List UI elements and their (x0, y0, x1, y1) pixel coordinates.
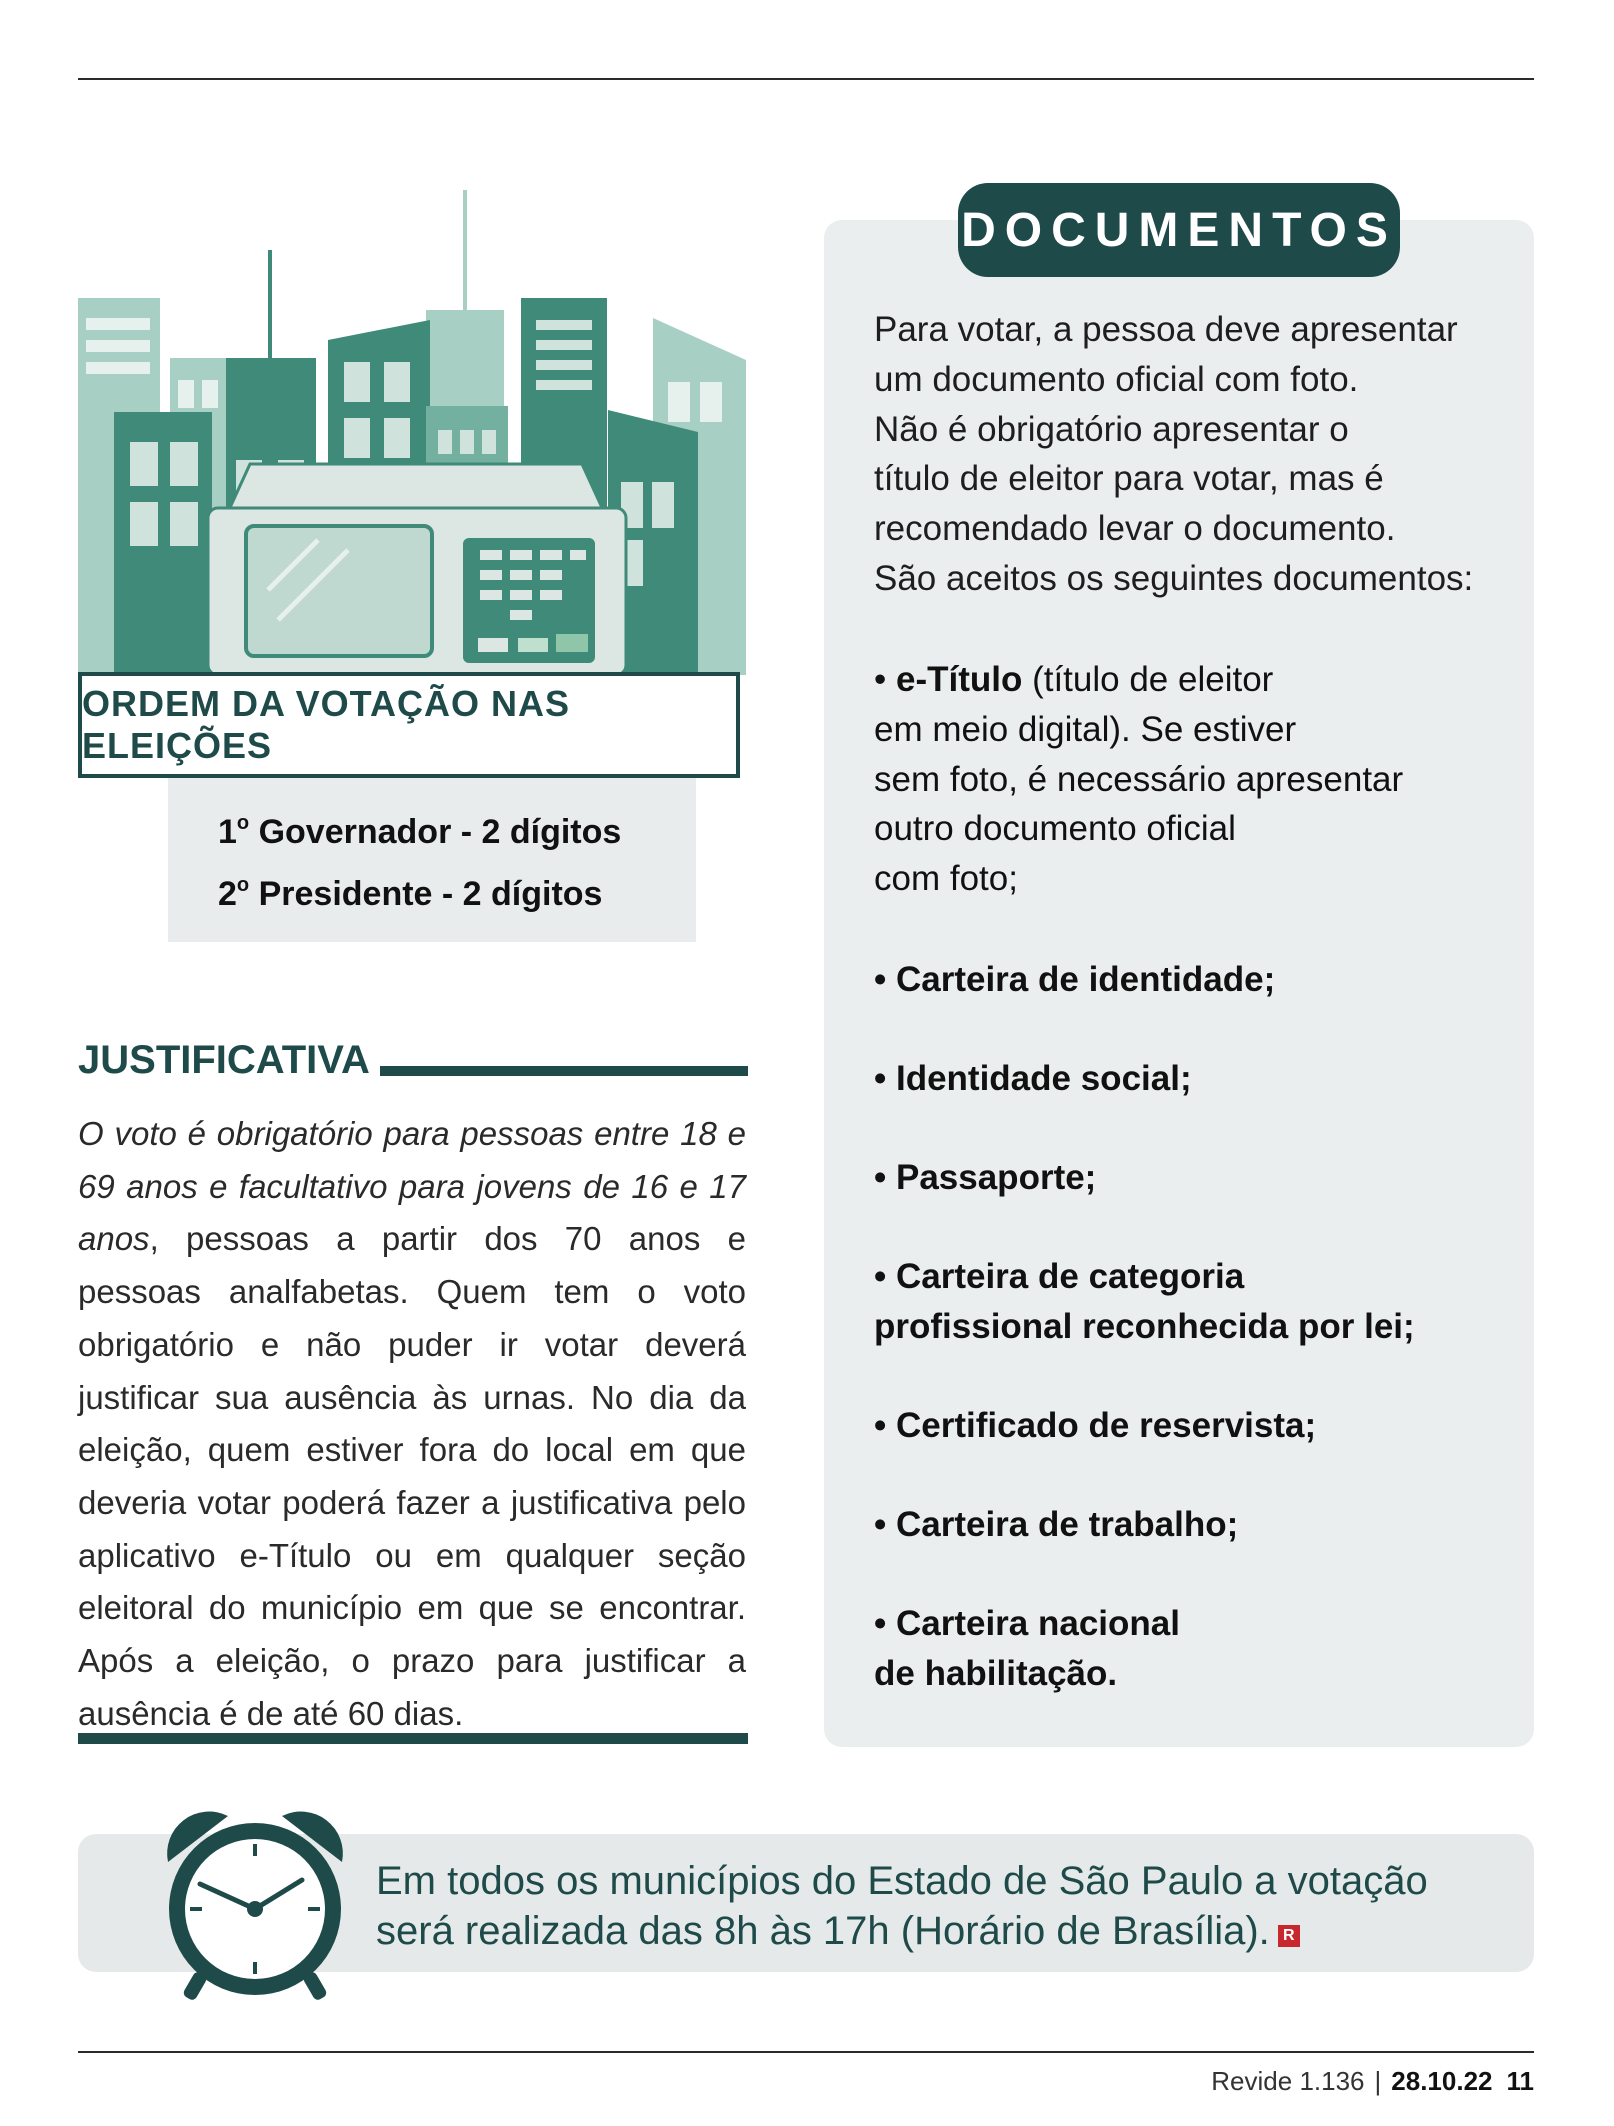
publication-name: Revide 1.136 (1211, 2066, 1365, 2096)
intro-line: título de eleitor para votar, mas é (874, 459, 1384, 499)
doc-item: • Certificado de reservista; (874, 1406, 1317, 1445)
justificativa-heading: JUSTIFICATIVA (78, 1038, 370, 1082)
justificativa-rule (380, 1066, 748, 1076)
revide-logo-badge: R (1278, 1925, 1300, 1947)
page-footer (1211, 2066, 1534, 2097)
justificativa-italic: O voto é obrigatório para pessoas entre 18 e 69 anos e facultativo para jovens de 16 e 17 anos (78, 1115, 746, 1258)
doc-item: • Passaporte; (874, 1158, 1097, 1197)
issue-date: 28.10.22 (1391, 2066, 1493, 2096)
doc-item: • Carteira de categoria profissional reconhecida por lei; (874, 1257, 1415, 1346)
doc-item-etitulo: • e-Título (título de eleitor em meio digital). Se estiver sem foto, é necessário apresentar outro documento oficial com foto; (874, 660, 1404, 899)
alarm-clock-icon (150, 1804, 360, 2004)
bottom-rule (78, 2051, 1534, 2053)
intro-line: Para votar, a pessoa deve apresentar (874, 310, 1458, 349)
doc-item: • Carteira de trabalho; (874, 1505, 1239, 1544)
documentos-heading: DOCUMENTOS (958, 183, 1400, 277)
ordem-item-2: 2$^o$ Presidente - 2 dígitos (218, 874, 603, 913)
intro-line: São aceitos os seguintes documentos: (874, 558, 1474, 598)
ordem-item-1: 1$^o$ Governador - 2 dígitos (218, 812, 622, 851)
documentos-intro (874, 305, 1514, 604)
justificativa-regular: , pessoas a partir dos 70 anos e pessoas analfabetas. Quem tem o voto obrigatório e não puder ir votar deverá justificar sua ausência às urnas. No dia da eleição, quem estiver fora do local em que deveria votar poderá fazer a justificativa pelo aplicativo e-Título ou em qualquer seção eleitoral do município em que se encontrar. Após a eleição, o prazo para justificar a ausência é de até 60 dias. (78, 1220, 746, 1732)
doc-item: • Carteira de identidade; (874, 960, 1276, 999)
ordem-title: ORDEM DA VOTAÇÃO NAS ELEIÇÕES (78, 672, 740, 778)
intro-line: um documento oficial com foto. (874, 359, 1359, 399)
top-rule (78, 78, 1534, 80)
page-number: 11 (1506, 2066, 1534, 2096)
city-voting-machine-illustration (78, 190, 746, 675)
justificativa-bottom-rule (78, 1733, 748, 1744)
doc-item: • Carteira nacional de habilitação. (874, 1604, 1180, 1693)
doc-item: • Identidade social; (874, 1059, 1192, 1098)
banner-line-2: será realizada das 8h às 17h (Horário de Brasília). R (376, 1906, 1516, 1956)
footer-separator: | (1374, 2066, 1382, 2096)
intro-line: Não é obrigatório apresentar o (874, 409, 1349, 449)
banner-text (376, 1856, 1516, 1956)
justificativa-text (78, 1108, 746, 1740)
banner-line-1: Em todos os municípios do Estado de São Paulo a votação (376, 1859, 1428, 1903)
intro-line: recomendado levar o documento. (874, 509, 1396, 549)
